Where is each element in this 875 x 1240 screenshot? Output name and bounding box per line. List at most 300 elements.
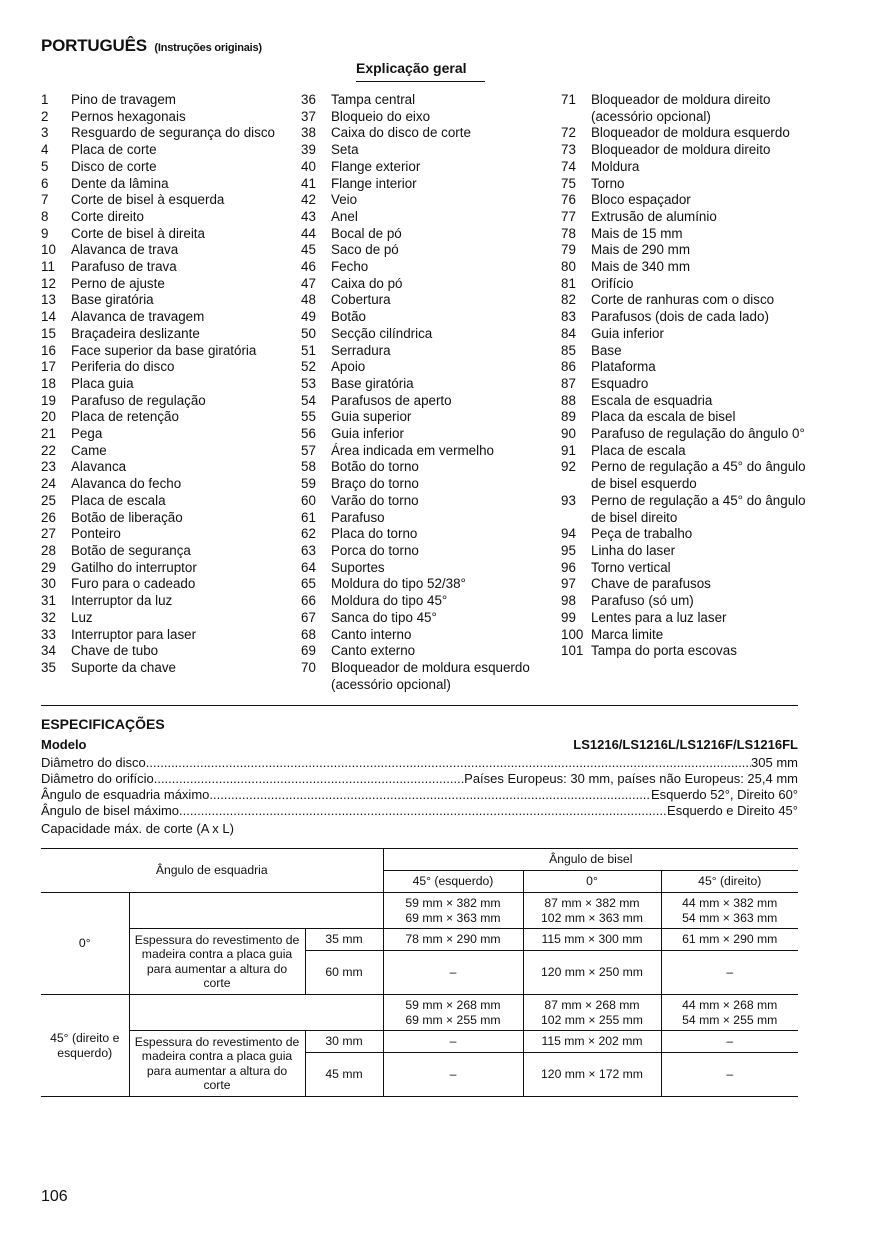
part-name: Anel xyxy=(331,208,358,224)
parts-list-item xyxy=(301,309,551,326)
part-number: 12 xyxy=(41,275,56,291)
part-number: 46 xyxy=(301,259,316,275)
part-number: 55 xyxy=(301,409,316,425)
part-number: 58 xyxy=(301,459,316,475)
cutting-capacity-table xyxy=(41,848,798,1097)
part-number: 36 xyxy=(301,92,316,107)
part-number: 97 xyxy=(561,576,576,592)
part-name: Braçadeira deslizante xyxy=(71,325,200,341)
spec-row xyxy=(41,787,798,802)
part-name: Parafuso xyxy=(331,509,385,525)
parts-list-item xyxy=(41,426,291,443)
part-number: 78 xyxy=(561,225,576,241)
part-number: 65 xyxy=(301,576,316,592)
parts-list-item xyxy=(41,459,291,476)
facing-thickness-label: Espessura do revestimento de madeira contra a placa guia para aumentar a altura do corte xyxy=(129,1031,305,1097)
part-name: Guia inferior xyxy=(331,426,404,442)
parts-list-item xyxy=(301,593,551,610)
part-number: 8 xyxy=(41,208,49,224)
spec-label: Diâmetro do orifício xyxy=(41,771,154,786)
parts-list-item xyxy=(41,493,291,510)
part-number: 68 xyxy=(301,626,316,642)
spec-row xyxy=(41,771,798,786)
parts-list-item xyxy=(561,593,821,610)
parts-list-item xyxy=(301,660,551,693)
spec-row xyxy=(41,755,798,770)
parts-list-item xyxy=(301,343,551,360)
parts-list-item xyxy=(561,560,821,577)
parts-list-item xyxy=(41,576,291,593)
capacity-cell: 120 mm × 250 mm xyxy=(523,951,661,995)
part-number: 18 xyxy=(41,375,56,391)
part-name: Dente da lâmina xyxy=(71,175,169,191)
part-name: Interruptor da luz xyxy=(71,593,173,609)
part-number: 37 xyxy=(301,108,316,124)
parts-list-item xyxy=(301,109,551,126)
parts-list-item xyxy=(561,226,821,243)
miter-angle-cell: 0° xyxy=(41,893,129,995)
part-number: 86 xyxy=(561,359,576,375)
part-name: Flange interior xyxy=(331,175,417,191)
section-title-underline xyxy=(356,81,485,82)
part-name: Corte direito xyxy=(71,208,144,224)
part-name: Flange exterior xyxy=(331,158,421,174)
part-name: Bloqueador de moldura esquerdo (acessório opcional) xyxy=(331,659,530,692)
spec-leader-dots xyxy=(146,755,751,770)
part-number: 71 xyxy=(561,92,576,107)
part-number: 62 xyxy=(301,526,316,542)
part-number: 10 xyxy=(41,242,56,258)
parts-list-item xyxy=(561,376,821,393)
capacity-cell: – xyxy=(383,951,523,995)
parts-list-item xyxy=(301,276,551,293)
parts-list-item xyxy=(561,493,821,526)
spec-leader-dots xyxy=(179,803,667,818)
part-number: 67 xyxy=(301,609,316,625)
parts-list-item xyxy=(41,176,291,193)
parts-list-item xyxy=(561,393,821,410)
thickness-cell: 45 mm xyxy=(305,1053,383,1097)
part-name: Cobertura xyxy=(331,292,391,308)
parts-list-item xyxy=(561,92,821,125)
part-name: Lentes para a luz laser xyxy=(591,609,727,625)
parts-list-item xyxy=(301,226,551,243)
parts-list-item xyxy=(301,209,551,226)
spec-value: 305 mm xyxy=(751,755,798,770)
part-name: Base xyxy=(591,342,622,358)
parts-list-item xyxy=(561,192,821,209)
part-number: 95 xyxy=(561,542,576,558)
part-name: Bloqueador de moldura direito xyxy=(591,142,771,158)
part-name: Botão do torno xyxy=(331,459,419,475)
part-name: Interruptor para laser xyxy=(71,626,197,642)
part-name: Ponteiro xyxy=(71,526,121,542)
parts-list-item xyxy=(41,510,291,527)
part-name: Gatilho do interruptor xyxy=(71,559,197,575)
parts-list-column-2 xyxy=(301,92,551,693)
part-number: 85 xyxy=(561,342,576,358)
miter-angle-cell: 45° (direito e esquerdo) xyxy=(41,995,129,1097)
part-number: 29 xyxy=(41,559,56,575)
parts-list-item xyxy=(561,543,821,560)
part-number: 75 xyxy=(561,175,576,191)
part-number: 64 xyxy=(301,559,316,575)
parts-list-item xyxy=(41,660,291,677)
part-number: 81 xyxy=(561,275,576,291)
parts-list-item xyxy=(561,343,821,360)
part-name: Varão do torno xyxy=(331,492,419,508)
part-number: 45 xyxy=(301,242,316,258)
parts-list-item xyxy=(301,560,551,577)
part-number: 32 xyxy=(41,609,56,625)
part-number: 66 xyxy=(301,593,316,609)
divider xyxy=(41,705,798,706)
parts-list-item xyxy=(301,376,551,393)
part-name: Caixa do disco de corte xyxy=(331,125,471,141)
capacity-cell: – xyxy=(661,1031,798,1053)
parts-list-item xyxy=(41,610,291,627)
part-name: Placa do torno xyxy=(331,526,418,542)
part-number: 47 xyxy=(301,275,316,291)
part-name: Bloqueador de moldura direito (acessório opcional) xyxy=(591,92,771,124)
part-number: 27 xyxy=(41,526,56,542)
part-number: 43 xyxy=(301,208,316,224)
specs-model-row xyxy=(41,737,798,752)
spec-label: Diâmetro do disco xyxy=(41,755,146,770)
part-name: Parafuso de regulação do ângulo 0° xyxy=(591,426,805,442)
part-name: Bloco espaçador xyxy=(591,192,691,208)
part-name: Parafuso (só um) xyxy=(591,593,694,609)
language-subtitle: (Instruções originais) xyxy=(154,42,262,54)
parts-list-item xyxy=(41,209,291,226)
part-number: 90 xyxy=(561,426,576,442)
parts-list-item xyxy=(301,459,551,476)
spec-label: Ângulo de bisel máximo xyxy=(41,803,180,818)
part-number: 17 xyxy=(41,359,56,375)
part-number: 26 xyxy=(41,509,56,525)
part-number: 93 xyxy=(561,492,576,508)
part-name: Parafuso de regulação xyxy=(71,392,206,408)
part-number: 13 xyxy=(41,292,56,308)
part-name: Pino de travagem xyxy=(71,92,176,107)
capacity-cell: 59 mm × 382 mm 69 mm × 363 mm xyxy=(383,893,523,929)
part-name: Pernos hexagonais xyxy=(71,108,186,124)
parts-list-item xyxy=(41,476,291,493)
parts-list-item xyxy=(41,393,291,410)
part-name: Orifício xyxy=(591,275,634,291)
part-name: Marca limite xyxy=(591,626,664,642)
parts-list-item xyxy=(301,125,551,142)
parts-list-item xyxy=(301,142,551,159)
part-number: 21 xyxy=(41,426,56,442)
specs-model-value: LS1216/LS1216L/LS1216F/LS1216FL xyxy=(573,737,798,752)
part-name: Torno xyxy=(591,175,625,191)
capacity-cell: 59 mm × 268 mm 69 mm × 255 mm xyxy=(383,995,523,1031)
parts-list-item xyxy=(561,627,821,644)
part-name: Bloqueio do eixo xyxy=(331,108,431,124)
parts-list-item xyxy=(301,259,551,276)
parts-list-item xyxy=(561,643,821,660)
part-number: 73 xyxy=(561,142,576,158)
parts-list-item xyxy=(301,192,551,209)
header-bevel-angle: Ângulo de bisel xyxy=(383,849,798,871)
part-name: Plataforma xyxy=(591,359,656,375)
parts-list-item xyxy=(561,276,821,293)
spec-value: Esquerdo 52°, Direito 60° xyxy=(651,787,798,802)
parts-list-item xyxy=(41,125,291,142)
part-number: 83 xyxy=(561,309,576,325)
part-name: Linha do laser xyxy=(591,542,676,558)
part-number: 35 xyxy=(41,659,56,675)
capacity-cell: – xyxy=(661,1053,798,1097)
parts-list-item xyxy=(301,526,551,543)
part-name: Suporte da chave xyxy=(71,659,176,675)
parts-list-item xyxy=(301,610,551,627)
parts-list-item xyxy=(301,292,551,309)
part-number: 49 xyxy=(301,309,316,325)
part-name: Esquadro xyxy=(591,375,649,391)
parts-list-item xyxy=(41,643,291,660)
parts-list-item xyxy=(41,276,291,293)
part-number: 70 xyxy=(301,659,316,675)
part-number: 61 xyxy=(301,509,316,525)
spec-value: Esquerdo e Direito 45° xyxy=(667,803,798,818)
part-number: 25 xyxy=(41,492,56,508)
parts-list-item xyxy=(561,443,821,460)
parts-list-item xyxy=(301,159,551,176)
part-name: Mais de 290 mm xyxy=(591,242,690,258)
parts-list-item xyxy=(41,326,291,343)
parts-list-item xyxy=(301,443,551,460)
capacity-cell: – xyxy=(661,951,798,995)
part-number: 5 xyxy=(41,158,49,174)
header-bevel-right: 45° (direito) xyxy=(661,871,798,893)
part-number: 101 xyxy=(561,643,584,659)
part-name: Perno de regulação a 45° do ângulo de bisel esquerdo xyxy=(591,459,806,492)
part-name: Pega xyxy=(71,426,103,442)
parts-list-item xyxy=(41,192,291,209)
parts-list-item xyxy=(41,543,291,560)
part-number: 28 xyxy=(41,542,56,558)
parts-list-item xyxy=(561,125,821,142)
part-name: Perno de regulação a 45° do ângulo de bisel direito xyxy=(591,492,806,525)
parts-list-item xyxy=(301,426,551,443)
part-number: 98 xyxy=(561,593,576,609)
part-number: 69 xyxy=(301,643,316,659)
capacity-cell: 61 mm × 290 mm xyxy=(661,929,798,951)
capacity-cell: 115 mm × 202 mm xyxy=(523,1031,661,1053)
parts-list-item xyxy=(301,493,551,510)
parts-list-item xyxy=(41,142,291,159)
part-number: 52 xyxy=(301,359,316,375)
part-name: Placa guia xyxy=(71,375,134,391)
part-name: Secção cilíndrica xyxy=(331,325,433,341)
parts-list-item xyxy=(561,159,821,176)
part-name: Corte de ranhuras com o disco xyxy=(591,292,775,308)
parts-list-item xyxy=(561,576,821,593)
part-number: 63 xyxy=(301,542,316,558)
part-name: Moldura xyxy=(591,158,640,174)
parts-list-item xyxy=(561,459,821,492)
parts-list-item xyxy=(41,309,291,326)
part-number: 40 xyxy=(301,158,316,174)
header-bevel-left: 45° (esquerdo) xyxy=(383,871,523,893)
part-name: Placa de corte xyxy=(71,142,157,158)
parts-list-item xyxy=(301,326,551,343)
part-name: Suportes xyxy=(331,559,385,575)
part-name: Base giratória xyxy=(71,292,154,308)
part-name: Torno vertical xyxy=(591,559,671,575)
part-number: 2 xyxy=(41,108,49,124)
part-number: 88 xyxy=(561,392,576,408)
specs-title: ESPECIFICAÇÕES xyxy=(41,716,165,732)
part-number: 23 xyxy=(41,459,56,475)
part-number: 7 xyxy=(41,192,49,208)
capacity-label: Capacidade máx. de corte (A x L) xyxy=(41,821,234,836)
part-name: Face superior da base giratória xyxy=(71,342,257,358)
part-number: 34 xyxy=(41,643,56,659)
part-number: 15 xyxy=(41,325,56,341)
part-number: 54 xyxy=(301,392,316,408)
part-name: Canto interno xyxy=(331,626,412,642)
parts-list-column-1 xyxy=(41,92,291,677)
part-number: 84 xyxy=(561,325,576,341)
page-number: 106 xyxy=(41,1188,68,1205)
part-number: 60 xyxy=(301,492,316,508)
language-name: PORTUGUÊS xyxy=(41,36,147,55)
parts-list-item xyxy=(301,409,551,426)
part-number: 100 xyxy=(561,626,584,642)
parts-list-item xyxy=(41,627,291,644)
part-name: Seta xyxy=(331,142,359,158)
parts-list-item xyxy=(561,209,821,226)
part-name: Bloqueador de moldura esquerdo xyxy=(591,125,790,141)
part-name: Moldura do tipo 52/38° xyxy=(331,576,466,592)
part-number: 99 xyxy=(561,609,576,625)
parts-list-item xyxy=(41,359,291,376)
parts-list-item xyxy=(41,159,291,176)
part-name: Botão de segurança xyxy=(71,542,191,558)
part-name: Placa da escala de bisel xyxy=(591,409,736,425)
parts-list-item xyxy=(41,443,291,460)
part-number: 24 xyxy=(41,476,56,492)
spec-label: Ângulo de esquadria máximo xyxy=(41,787,210,802)
parts-list-item xyxy=(561,309,821,326)
capacity-cell: 87 mm × 268 mm 102 mm × 255 mm xyxy=(523,995,661,1031)
part-number: 6 xyxy=(41,175,49,191)
capacity-cell: 115 mm × 300 mm xyxy=(523,929,661,951)
part-number: 31 xyxy=(41,593,56,609)
part-name: Botão de liberação xyxy=(71,509,183,525)
part-name: Botão xyxy=(331,309,366,325)
specs-model-label: Modelo xyxy=(41,737,87,752)
parts-list-item xyxy=(561,359,821,376)
part-number: 9 xyxy=(41,225,49,241)
part-name: Peça de trabalho xyxy=(591,526,693,542)
part-number: 20 xyxy=(41,409,56,425)
thickness-cell: 35 mm xyxy=(305,929,383,951)
capacity-cell: 87 mm × 382 mm 102 mm × 363 mm xyxy=(523,893,661,929)
parts-list-item xyxy=(41,109,291,126)
part-number: 56 xyxy=(301,426,316,442)
part-number: 4 xyxy=(41,142,49,158)
part-name: Mais de 15 mm xyxy=(591,225,683,241)
parts-list-item xyxy=(301,242,551,259)
part-number: 89 xyxy=(561,409,576,425)
part-name: Guia inferior xyxy=(591,325,664,341)
part-number: 82 xyxy=(561,292,576,308)
parts-list-item xyxy=(561,526,821,543)
part-number: 59 xyxy=(301,476,316,492)
part-name: Veio xyxy=(331,192,358,208)
part-name: Alavanca xyxy=(71,459,127,475)
part-number: 14 xyxy=(41,309,56,325)
part-name: Caixa do pó xyxy=(331,275,403,291)
part-name: Placa de escala xyxy=(591,442,686,458)
parts-list-item xyxy=(561,610,821,627)
parts-list-item xyxy=(41,259,291,276)
parts-list-item xyxy=(301,576,551,593)
part-number: 92 xyxy=(561,459,576,475)
capacity-cell: 44 mm × 268 mm 54 mm × 255 mm xyxy=(661,995,798,1031)
part-number: 77 xyxy=(561,208,576,224)
part-number: 33 xyxy=(41,626,56,642)
capacity-cell: 44 mm × 382 mm 54 mm × 363 mm xyxy=(661,893,798,929)
part-number: 79 xyxy=(561,242,576,258)
part-name: Alavanca do fecho xyxy=(71,476,182,492)
part-name: Mais de 340 mm xyxy=(591,259,690,275)
part-name: Saco de pó xyxy=(331,242,399,258)
parts-list-item xyxy=(301,543,551,560)
parts-list-item xyxy=(41,242,291,259)
parts-list-item xyxy=(561,176,821,193)
part-number: 91 xyxy=(561,442,576,458)
parts-list-item xyxy=(301,92,551,109)
part-number: 96 xyxy=(561,559,576,575)
part-number: 87 xyxy=(561,375,576,391)
part-number: 42 xyxy=(301,192,316,208)
part-name: Alavanca de trava xyxy=(71,242,179,258)
part-name: Parafuso de trava xyxy=(71,259,177,275)
part-name: Extrusão de alumínio xyxy=(591,208,717,224)
parts-list-item xyxy=(41,409,291,426)
capacity-cell: 120 mm × 172 mm xyxy=(523,1053,661,1097)
part-number: 30 xyxy=(41,576,56,592)
parts-list-item xyxy=(301,643,551,660)
part-number: 51 xyxy=(301,342,316,358)
spec-leader-dots xyxy=(154,771,464,786)
parts-list-item xyxy=(561,292,821,309)
part-name: Came xyxy=(71,442,107,458)
part-name: Luz xyxy=(71,609,93,625)
part-name: Fecho xyxy=(331,259,369,275)
capacity-cell: – xyxy=(383,1053,523,1097)
part-number: 22 xyxy=(41,442,56,458)
part-number: 57 xyxy=(301,442,316,458)
parts-list-item xyxy=(301,176,551,193)
part-name: Resguardo de segurança do disco xyxy=(71,125,275,141)
parts-list-item xyxy=(41,560,291,577)
capacity-cell: – xyxy=(383,1031,523,1053)
part-number: 44 xyxy=(301,225,316,241)
parts-list-item xyxy=(561,409,821,426)
part-name: Alavanca de travagem xyxy=(71,309,205,325)
facing-thickness-label: Espessura do revestimento de madeira contra a placa guia para aumentar a altura do corte xyxy=(129,929,305,995)
part-number: 53 xyxy=(301,375,316,391)
empty-cell xyxy=(129,893,383,929)
part-name: Furo para o cadeado xyxy=(71,576,196,592)
parts-list-item xyxy=(41,292,291,309)
